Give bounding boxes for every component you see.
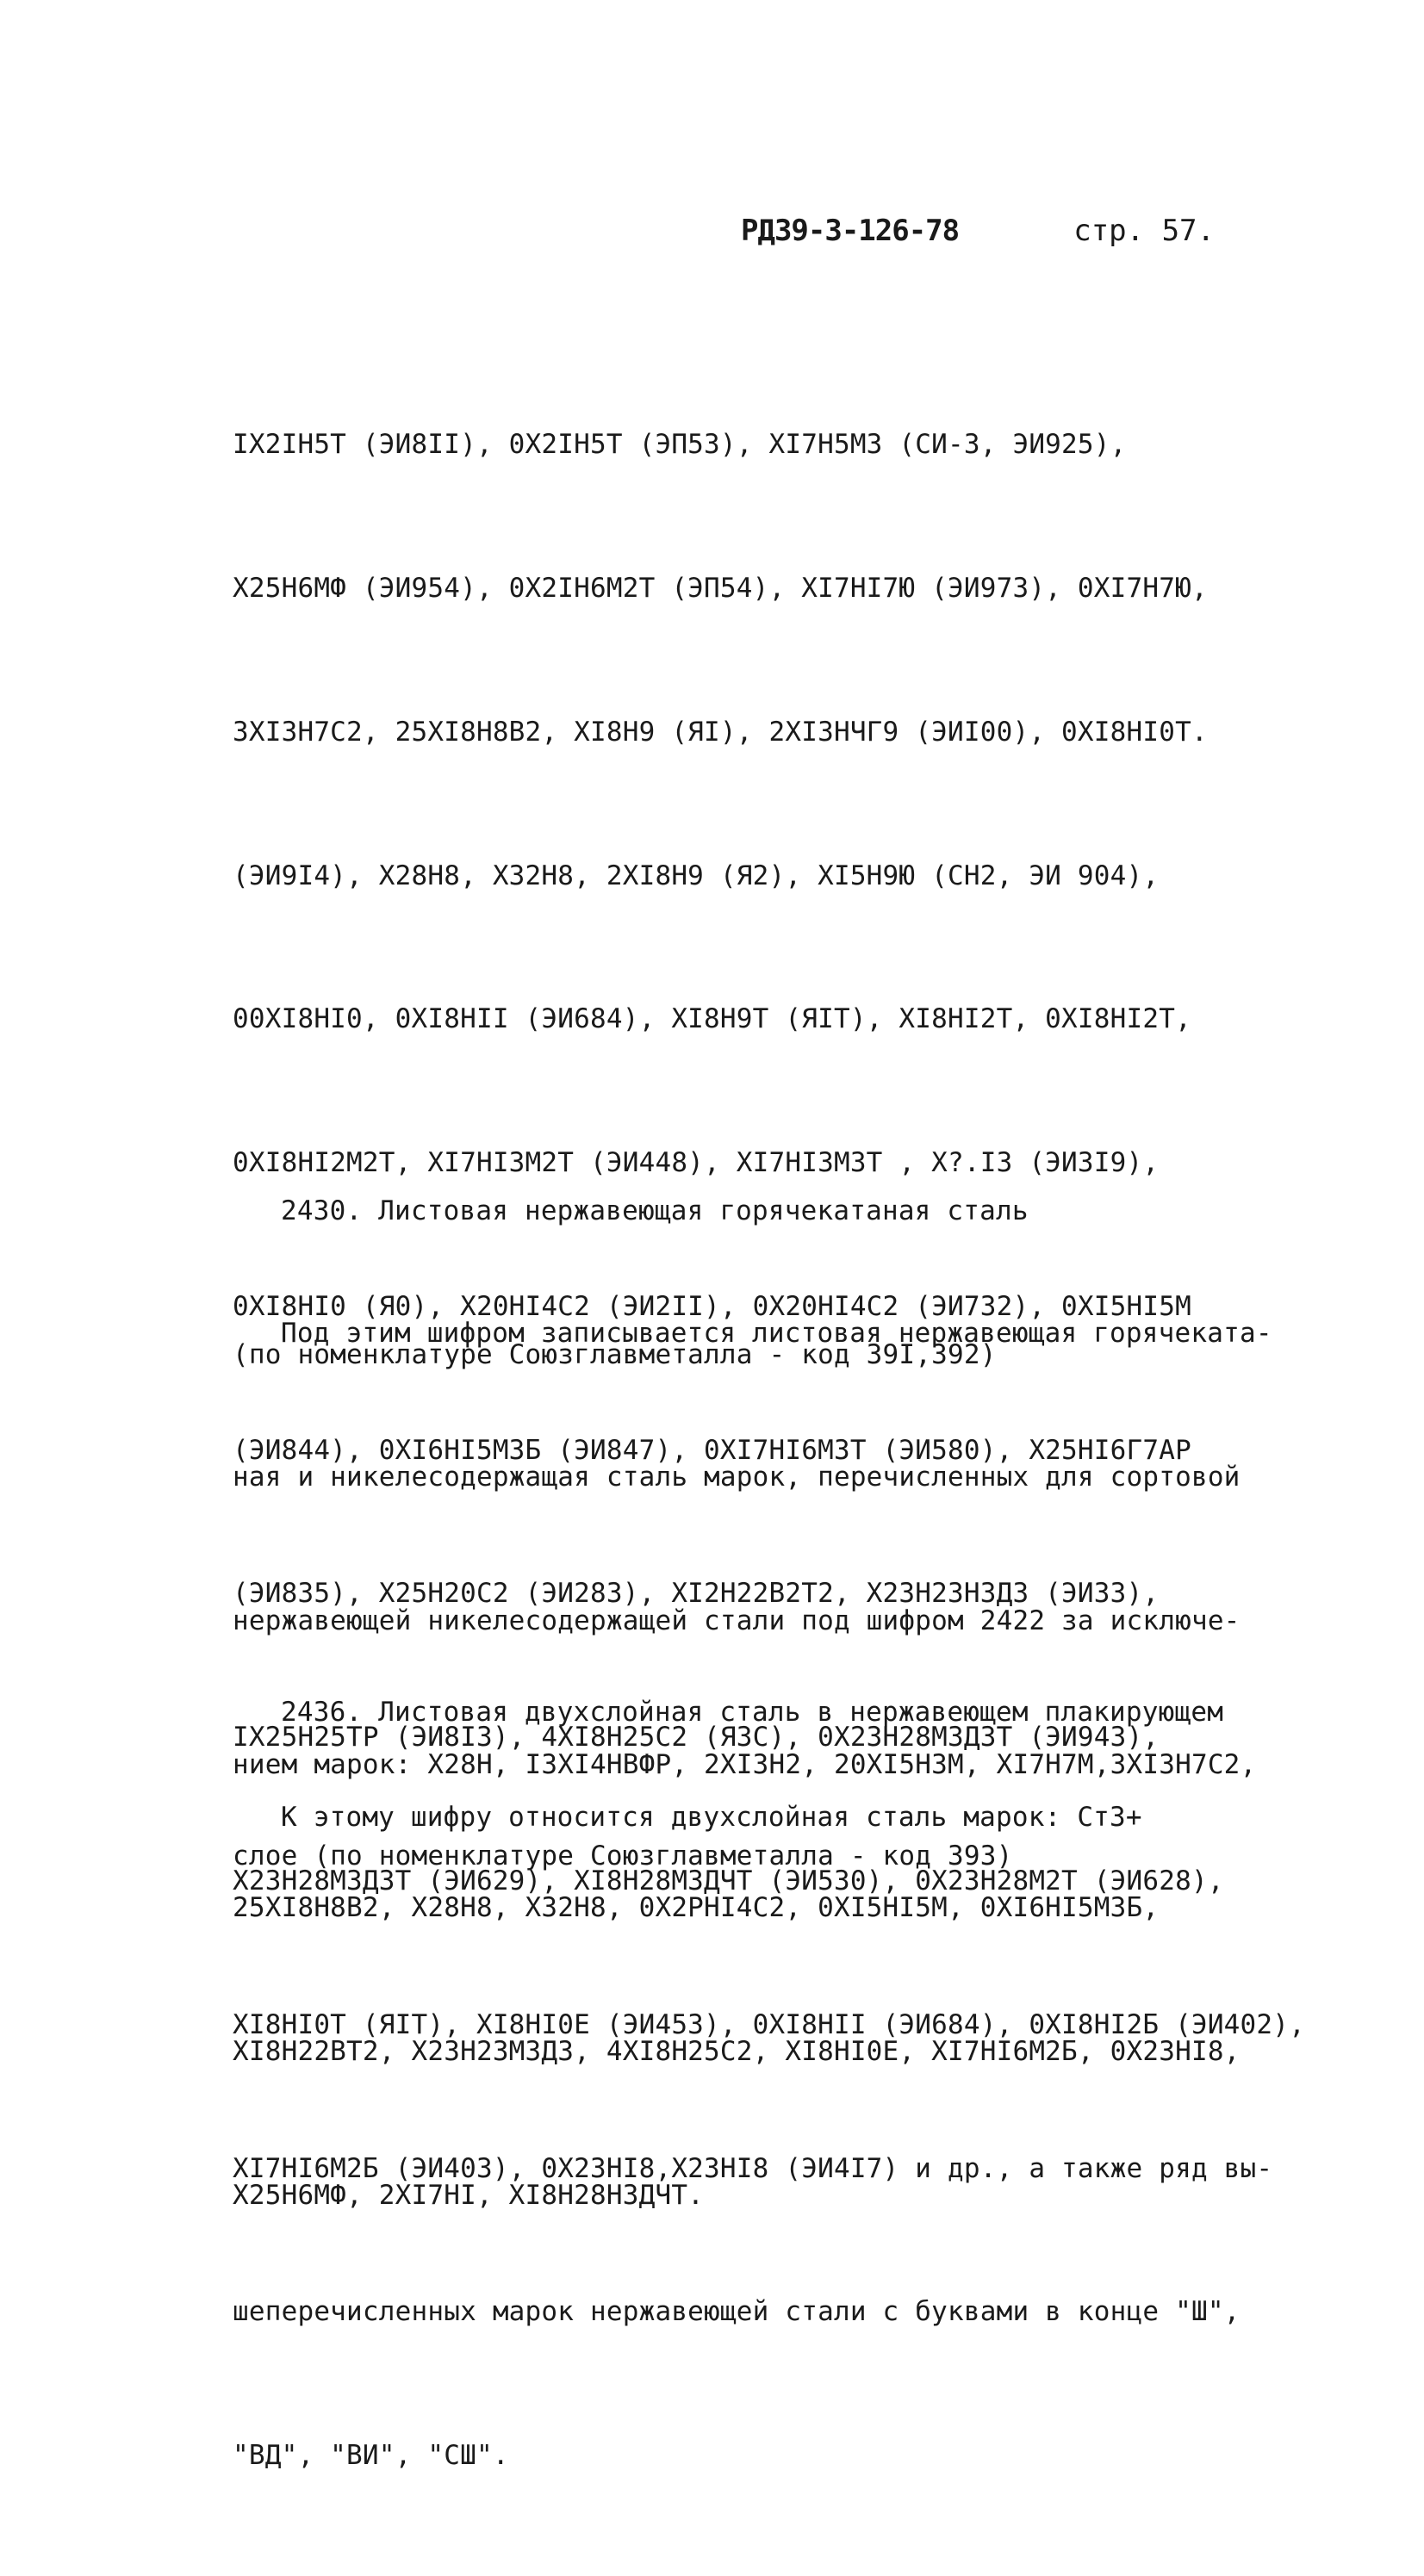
text-line: 3XI3H7C2, 25XI8H8B2, XI8H9 (ЯI), 2XI3HЧГ9 (ЭИI00), 0XI8HI0T. bbox=[233, 716, 1208, 748]
text-line: X25H6МФ, 2XI7HI, XI8H28H3ДЧT. bbox=[233, 2179, 705, 2211]
document-code: РД39-3-126-78 bbox=[741, 214, 960, 248]
text-line: XI8HI0T (ЯIT), XI8HI0E (ЭИ453), 0XI8HII (ЭИ684), 0XI8HI2Б (ЭИ402), bbox=[233, 2008, 1305, 2040]
text-line: нержавеющей никелесодержащей стали под шифром 2422 за исключе- bbox=[233, 1605, 1241, 1636]
text-line: ная и никелесодержащая сталь марок, перечисленных для сортовой bbox=[233, 1461, 1241, 1493]
text-line: X25H6МФ (ЭИ954), 0X2IH6M2T (ЭП54), XI7HI7Ю (ЭИ973), 0XI7H7Ю, bbox=[233, 572, 1208, 604]
text-line: (ЭИ835), X25H20C2 (ЭИ283), XI2H22B2T2, X23H23H3Д3 (ЭИ33), bbox=[233, 1578, 1160, 1610]
section-2436-body bbox=[233, 1698, 1292, 1938]
section-heading-line: (по номенклатуре Союзглавметалла - код 39I,392) bbox=[233, 1338, 997, 1370]
section-heading-line: слое (по номенклатуре Союзглавметалла - код 393) bbox=[233, 1840, 1013, 1871]
text-line: IX2IH5T (ЭИ8II), 0X2IH5T (ЭП53), XI7H5M3 (СИ-3, ЭИ925), bbox=[233, 429, 1127, 461]
section-heading-line: 2436. Листовая двухслойная сталь в нержавеющем плакирующем bbox=[281, 1697, 1224, 1729]
text-line: X23H28M3Д3T (ЭИ629), XI8H28M3ДЧT (ЭИ530), 0X23H28M2T (ЭИ628), bbox=[233, 1865, 1224, 1896]
page-header bbox=[741, 214, 1258, 248]
text-line: 00XI8HI0, 0XI8HII (ЭИ684), XI8H9T (ЯIT), XI8HI2T, 0XI8HI2T, bbox=[233, 1003, 1191, 1035]
text-line: "ВД", "ВИ", "СШ". bbox=[233, 2440, 509, 2472]
text-line: XI7HI6M2Б (ЭИ403), 0X23HI8,X23HI8 (ЭИ4I7) и др., а также ряд вы- bbox=[233, 2152, 1273, 2184]
text-line: Под этим шифром записывается листовая нержавеющая горячеката- bbox=[281, 1318, 1272, 1350]
text-line: (ЭИ844), 0XI6HI5M3Б (ЭИ847), 0XI7HI6M3T (ЭИ580), X25HI6Г7AP bbox=[233, 1434, 1191, 1466]
text-line: XI8H22BT2, X23H23M3Д3, 4XI8H25C2, XI8HI0E, XI7HI6M2Б, 0X23HI8, bbox=[233, 2036, 1241, 2068]
text-line: 0XI8HI0 (Я0), X20HI4C2 (ЭИ2II), 0X20HI4C2 (ЭИ732), 0XI5HI5M bbox=[233, 1290, 1191, 1322]
text-line: нием марок: X28H, I3XI4HBФP, 2XI3H2, 20XI5H3M, XI7H7M,3XI3H7C2, bbox=[233, 1748, 1257, 1780]
section-heading-line: 2430. Листовая нержавеющая горячекатаная сталь bbox=[281, 1195, 1029, 1227]
text-line: К этому шифру относится двухслойная сталь марок: Ст3+ bbox=[281, 1802, 1142, 1834]
text-line: шеперечисленных марок нержавеющей стали с буквами в конце "Ш", bbox=[233, 2296, 1241, 2328]
text-line: 0XI8HI2M2T, XI7HI3M2T (ЭИ448), XI7HI3M3T , X?.I3 (ЭИ3I9), bbox=[233, 1147, 1160, 1179]
text-line: 25XI8H8B2, X28H8, X32H8, 0X2PHI4C2, 0XI5HI5M, 0XI6HI5M3Б, bbox=[233, 1892, 1160, 1924]
text-line: IX25H25TP (ЭИ8I3), 4XI8H25C2 (Я3C), 0X23H28M3Д3T (ЭИ943), bbox=[233, 1722, 1160, 1754]
text-line: (ЭИ9I4), X28H8, X32H8, 2XI8H9 (Я2), XI5H9Ю (СН2, ЭИ 904), bbox=[233, 860, 1160, 891]
page-number: стр. 57. bbox=[1073, 214, 1215, 248]
